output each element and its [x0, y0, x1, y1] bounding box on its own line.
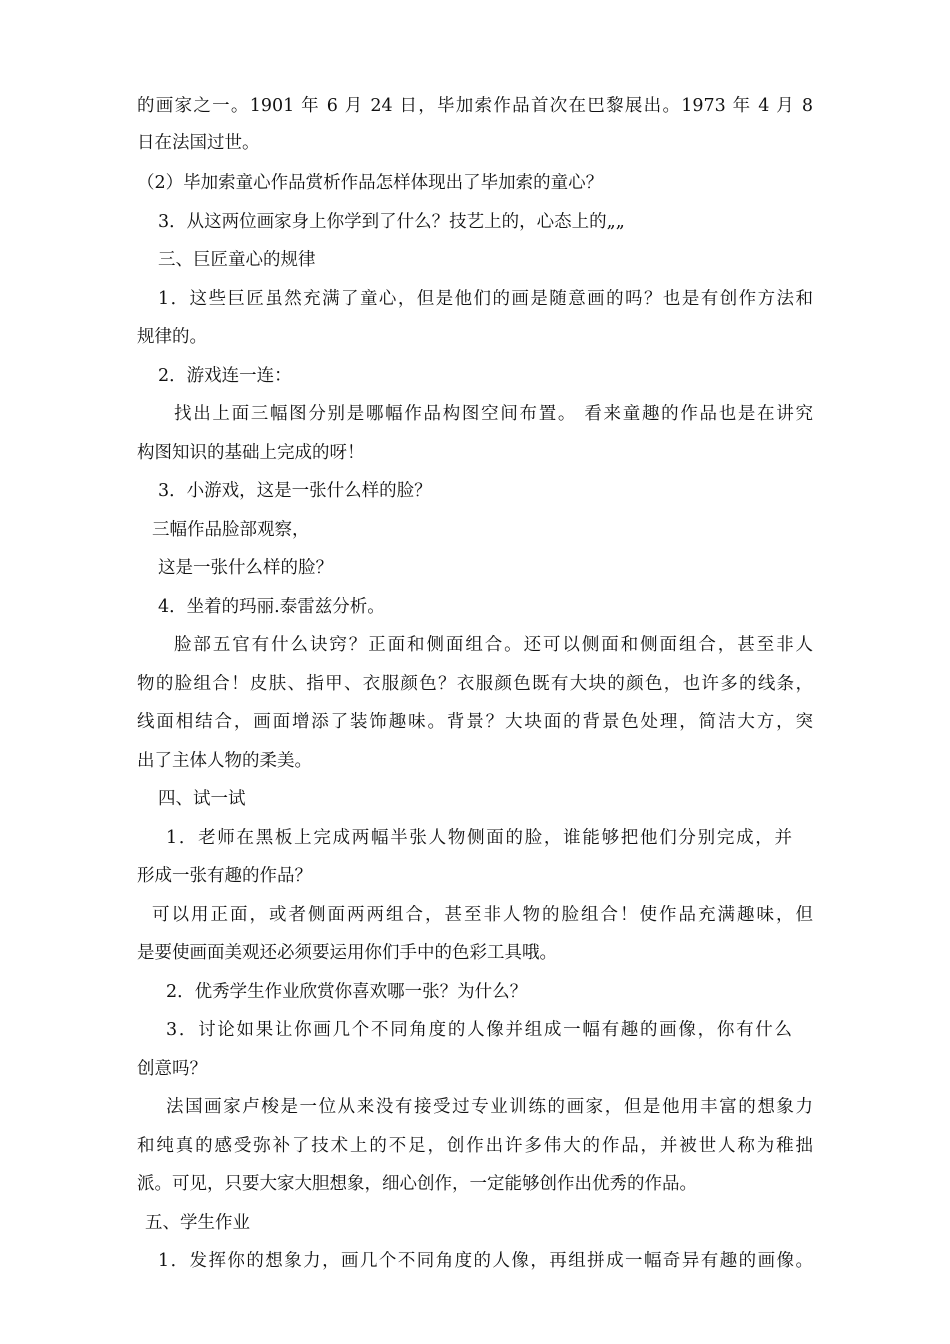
paragraph-line: 线面相结合，画面增添了装饰趣味。背景？大块面的背景色处理，简洁大方，突: [137, 712, 813, 732]
paragraph-line: 派。可见，只要大家大胆想象，细心创作，一定能够创作出优秀的作品。: [137, 1174, 697, 1194]
paragraph-line: 构图知识的基础上完成的呀！: [137, 443, 365, 463]
paragraph-line: 法国画家卢梭是一位从来没有接受过专业训练的画家，但是他用丰富的想象力: [166, 1097, 813, 1117]
list-item: 2．优秀学生作业欣赏你喜欢哪一张？为什么？: [166, 982, 528, 1002]
section-heading: 五、学生作业: [145, 1213, 250, 1233]
list-item: 1．发挥你的想象力，画几个不同角度的人像，再组拼成一幅奇异有趣的画像。: [158, 1251, 813, 1271]
list-item: 1．老师在黑板上完成两幅半张人物侧面的脸，谁能够把他们分别完成，并: [166, 828, 792, 848]
paragraph-line: 规律的。: [137, 327, 207, 347]
paragraph-line: 物的脸组合！皮肤、指甲、衣服颜色？衣服颜色既有大块的颜色，也许多的线条，: [137, 674, 813, 694]
section-heading: 三、巨匠童心的规律: [158, 250, 316, 270]
paragraph-line: 这是一张什么样的脸？: [158, 558, 333, 578]
paragraph-line: 出了主体人物的柔美。: [137, 751, 312, 771]
list-item: 3．从这两位画家身上你学到了什么？技艺上的，心态上的„„: [158, 212, 625, 232]
paragraph-line: 找出上面三幅图分别是哪幅作品构图空间布置。 看来童趣的作品也是在讲究: [174, 404, 813, 424]
paragraph-line: 脸部五官有什么诀窍？正面和侧面组合。还可以侧面和侧面组合，甚至非人: [174, 635, 813, 655]
paragraph-line: 形成一张有趣的作品？: [137, 866, 312, 886]
paragraph-line: 的画家之一。1901 年 6 月 24 日，毕加索作品首次在巴黎展出。1973 年 4 月 8: [137, 96, 813, 116]
paragraph-line: 可以用正面，或者侧面两两组合，甚至非人物的脸组合！使作品充满趣味，但: [152, 905, 813, 925]
paragraph-line: 创意吗？: [137, 1059, 207, 1079]
paragraph-line: 是要使画面美观还必须要运用你们手中的色彩工具哦。: [137, 943, 557, 963]
paragraph-line: 日在法国过世。: [137, 133, 260, 153]
list-item: 4．坐着的玛丽.泰雷兹分析。: [158, 597, 385, 617]
list-item: 2．游戏连一连：: [158, 366, 292, 386]
list-item: （2）毕加索童心作品赏析作品怎样体现出了毕加索的童心？: [137, 173, 604, 193]
paragraph-line: 三幅作品脸部观察，: [152, 520, 310, 540]
list-item: 1．这些巨匠虽然充满了童心，但是他们的画是随意画的吗？也是有创作方法和: [158, 289, 813, 309]
paragraph-line: 和纯真的感受弥补了技术上的不足，创作出许多伟大的作品，并被世人称为稚拙: [137, 1136, 813, 1156]
section-heading: 四、试一试: [158, 789, 246, 809]
list-item: 3．小游戏，这是一张什么样的脸？: [158, 481, 432, 501]
list-item: 3．讨论如果让你画几个不同角度的人像并组成一幅有趣的画像，你有什么: [166, 1020, 792, 1040]
